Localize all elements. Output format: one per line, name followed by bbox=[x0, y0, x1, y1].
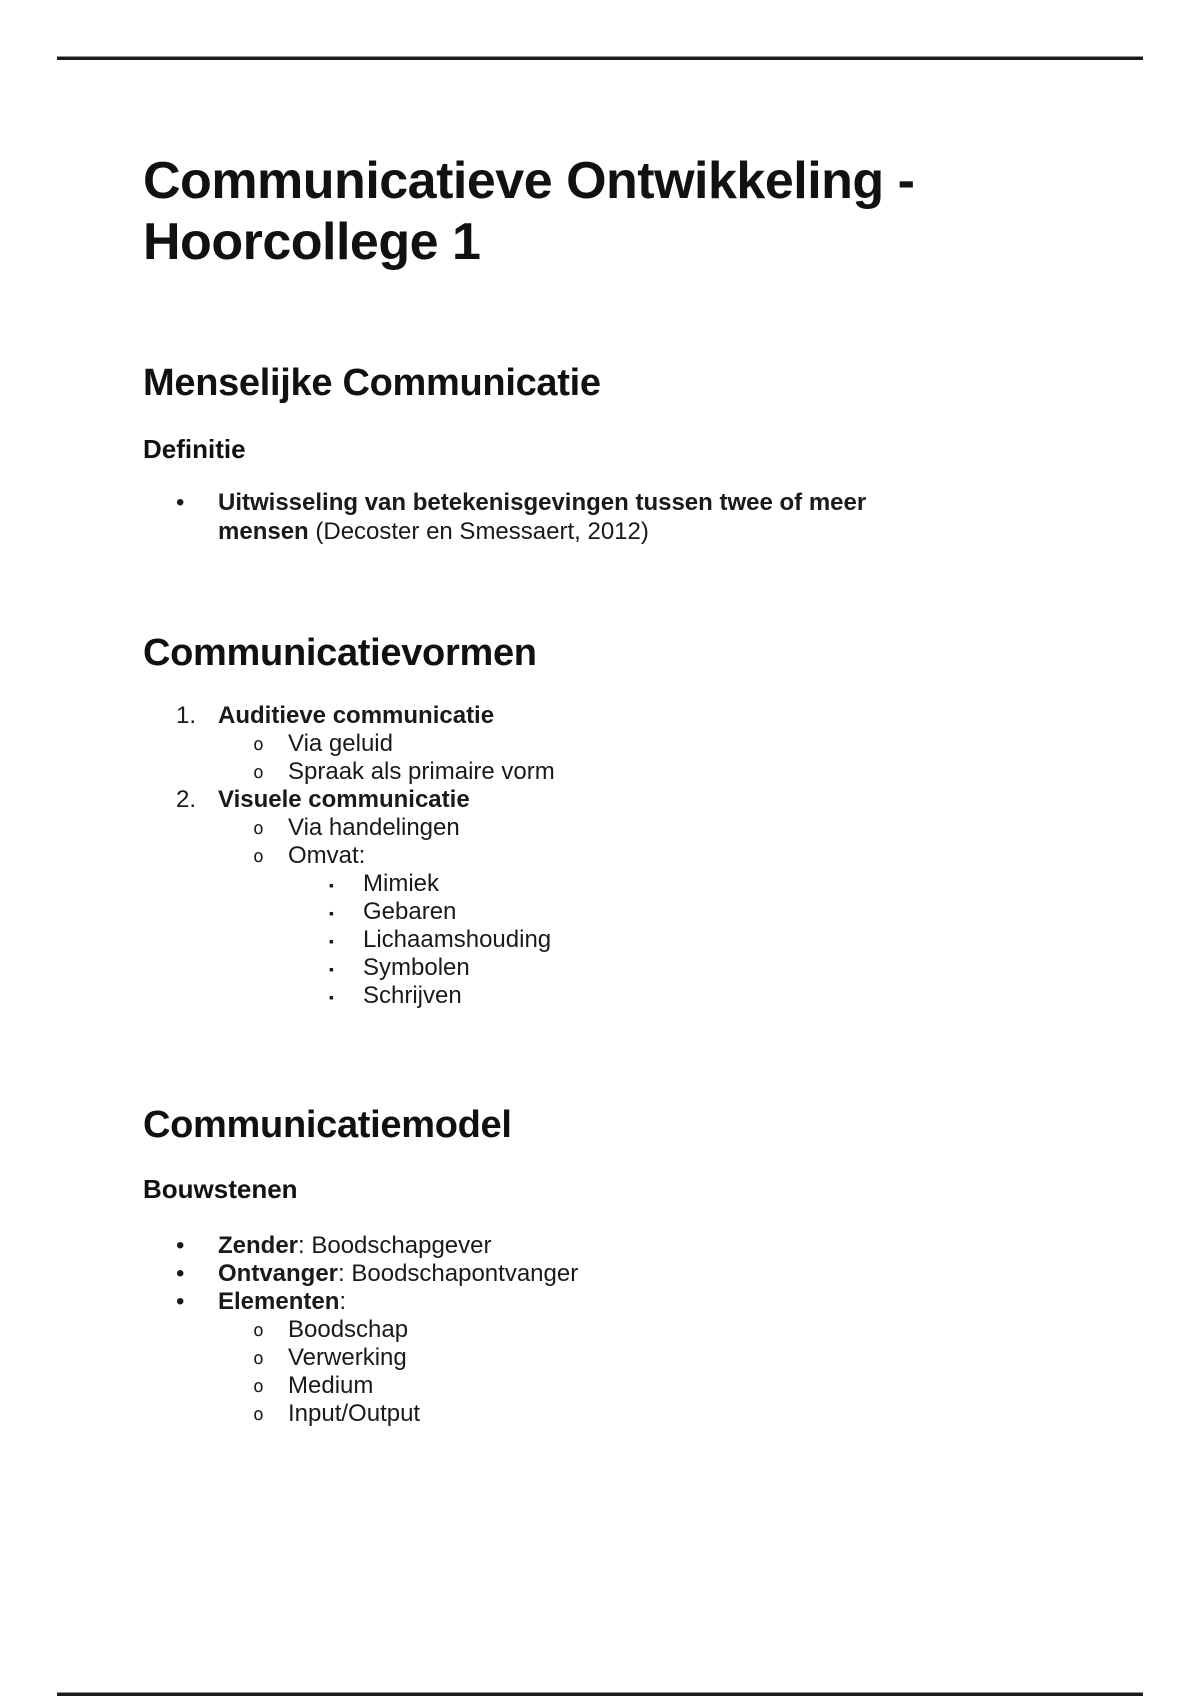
list-item-text: Verwerking bbox=[288, 1344, 407, 1371]
circle-bullet-marker: o bbox=[253, 734, 264, 755]
list-item-text: Symbolen bbox=[363, 954, 470, 981]
bottom-border-rule bbox=[57, 1692, 1143, 1696]
term-label: Elementen bbox=[218, 1288, 340, 1315]
sub-list-item bbox=[143, 758, 1043, 786]
subsection-heading-definitie: Definitie bbox=[143, 434, 246, 464]
circle-bullet-marker: o bbox=[253, 1404, 264, 1425]
sub-sub-list-item bbox=[143, 926, 1043, 954]
circle-bullet-marker: o bbox=[253, 1348, 264, 1369]
sub-list-item bbox=[143, 730, 1043, 758]
definitie-bullet-list bbox=[143, 488, 963, 546]
circle-bullet-marker: o bbox=[253, 818, 264, 839]
numbered-list-item bbox=[143, 702, 1043, 730]
list-item bbox=[143, 1260, 1043, 1288]
list-item bbox=[143, 488, 963, 546]
disc-bullet-marker: • bbox=[176, 1260, 185, 1287]
section-heading-communicatievormen: Communicatievormen bbox=[143, 632, 537, 674]
list-item-text: Input/Output bbox=[288, 1400, 421, 1427]
list-item-text: Visuele communicatie bbox=[218, 786, 470, 813]
sub-sub-list-item bbox=[143, 898, 1043, 926]
sub-list-item bbox=[143, 1400, 1043, 1428]
disc-bullet-marker: • bbox=[176, 1232, 185, 1259]
circle-bullet-marker: o bbox=[253, 762, 264, 783]
list-item-text: Via handelingen bbox=[288, 814, 460, 841]
list-number: 2. bbox=[176, 786, 197, 813]
list-item-text: Via geluid bbox=[288, 730, 393, 757]
list-item-text: Boodschap bbox=[288, 1316, 409, 1343]
list-item-text: Lichaamshouding bbox=[363, 926, 552, 953]
list-item-text: Omvat: bbox=[288, 842, 366, 869]
list-item-text: Spraak als primaire vorm bbox=[288, 758, 555, 785]
bouwstenen-list bbox=[143, 1232, 1043, 1428]
definition-citation-text: (Decoster en Smessaert, 2012) bbox=[308, 518, 649, 545]
circle-bullet-marker: o bbox=[253, 1320, 264, 1341]
list-item-text: Schrijven bbox=[363, 982, 462, 1009]
list-item-text: Mimiek bbox=[363, 870, 439, 897]
sub-list-item bbox=[143, 1372, 1043, 1400]
square-bullet-marker: ▪ bbox=[329, 989, 334, 1005]
communicatievormen-list bbox=[143, 702, 1043, 1010]
sub-list-item bbox=[143, 842, 1043, 870]
sub-sub-list-item bbox=[143, 870, 1043, 898]
circle-bullet-marker: o bbox=[253, 1376, 264, 1397]
list-item-text: Medium bbox=[288, 1372, 374, 1399]
term-label: Zender bbox=[218, 1232, 299, 1259]
section-heading-communicatiemodel: Communicatiemodel bbox=[143, 1104, 512, 1146]
disc-bullet-marker: • bbox=[176, 489, 185, 516]
sub-sub-list-item bbox=[143, 954, 1043, 982]
term-value: : Boodschapontvanger bbox=[338, 1260, 579, 1287]
disc-bullet-marker: • bbox=[176, 1288, 185, 1315]
section-heading-menselijke-communicatie: Menselijke Communicatie bbox=[143, 362, 601, 404]
square-bullet-marker: ▪ bbox=[329, 905, 334, 921]
definition-bold-text: Uitwisseling van betekenisgevingen tussen twee of meer mensen bbox=[218, 489, 867, 545]
sub-list-item bbox=[143, 1316, 1043, 1344]
page-title: Communicatieve Ontwikkeling - Hoorcollege 1 bbox=[143, 151, 915, 272]
square-bullet-marker: ▪ bbox=[329, 933, 334, 949]
list-item bbox=[143, 1232, 1043, 1260]
list-item-text: Auditieve communicatie bbox=[218, 702, 495, 729]
sub-list-item bbox=[143, 1344, 1043, 1372]
list-item bbox=[143, 1288, 1043, 1316]
square-bullet-marker: ▪ bbox=[329, 877, 334, 893]
term-value: : Boodschapgever bbox=[298, 1232, 492, 1259]
list-item-text bbox=[218, 488, 960, 546]
list-number: 1. bbox=[176, 702, 197, 729]
top-border-rule bbox=[57, 56, 1143, 60]
term-label: Ontvanger bbox=[218, 1260, 339, 1287]
sub-sub-list-item bbox=[143, 982, 1043, 1010]
sub-list-item bbox=[143, 814, 1043, 842]
subsection-heading-bouwstenen: Bouwstenen bbox=[143, 1174, 298, 1204]
square-bullet-marker: ▪ bbox=[329, 961, 334, 977]
term-value: : bbox=[339, 1288, 347, 1315]
list-item-text: Gebaren bbox=[363, 898, 457, 925]
numbered-list-item bbox=[143, 786, 1043, 814]
circle-bullet-marker: o bbox=[253, 846, 264, 867]
